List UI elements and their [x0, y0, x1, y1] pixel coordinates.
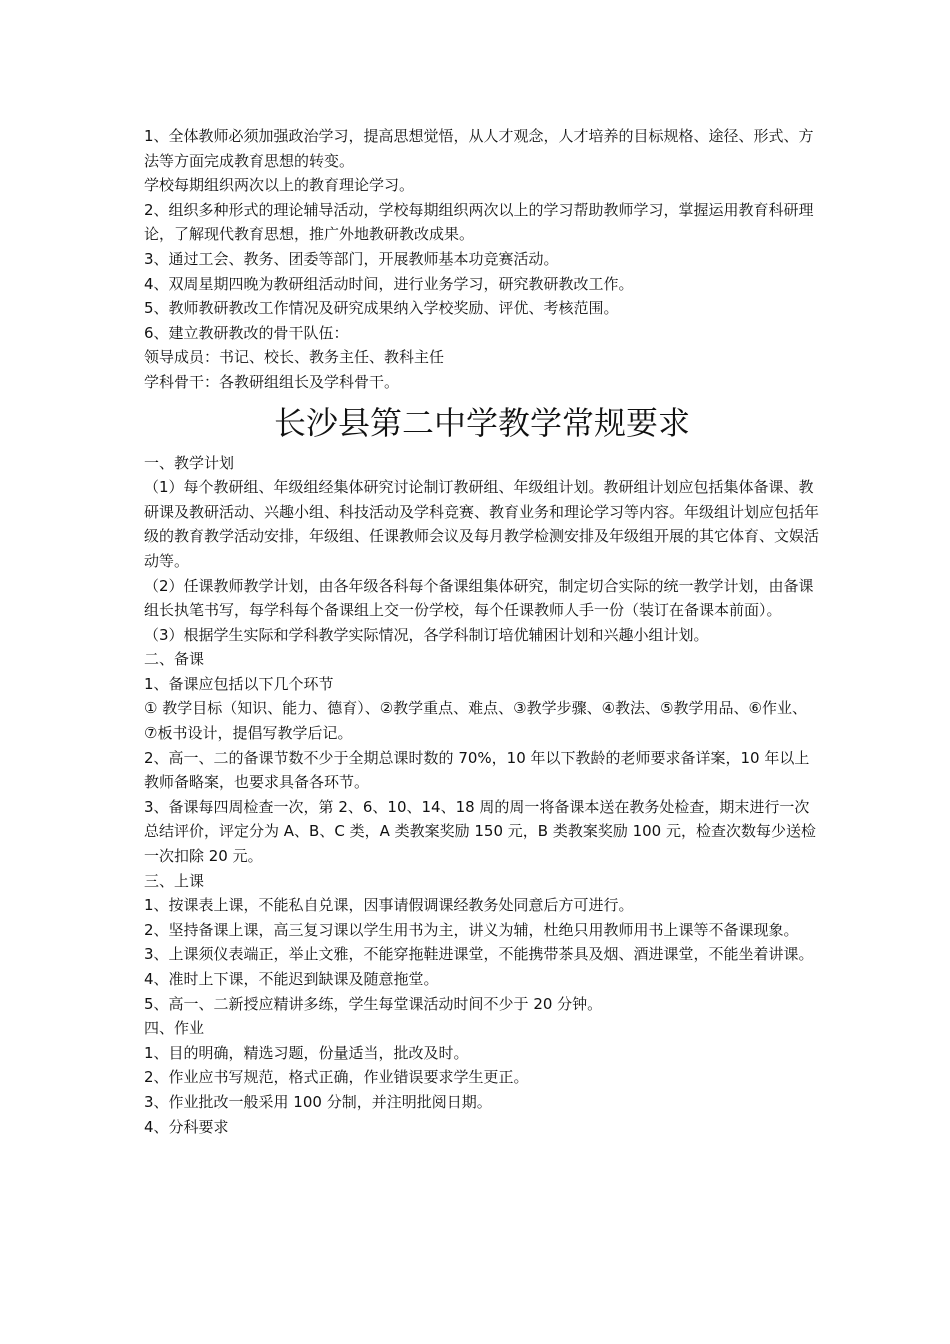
paragraph: 2、组织多种形式的理论辅导活动，学校每期组织两次以上的学习帮助教师学习，掌握运用教育科研理论，了解现代教育思想，推广外地教研教改成果。 — [144, 200, 814, 244]
section-heading: 二、备课 — [144, 650, 205, 669]
paragraph: 1、目的明确，精选习题，份量适当，批改及时。 — [144, 1043, 469, 1062]
paragraph: （2）任课教师教学计划，由各年级各科每个备课组集体研究，制定切合实际的统一教学计划，由备课组长执笔书写，每学科每个备课组上交一份学校，每个任课教师人手一份（装订在备课本前面）。 — [144, 576, 814, 620]
paragraph: 1、按课表上课，不能私自兑课，因事请假调课经教务处同意后方可进行。 — [144, 896, 634, 915]
paragraph: 学科骨干：各教研组组长及学科骨干。 — [144, 372, 400, 391]
paragraph: 5、教师教研教改工作情况及研究成果纳入学校奖励、评优、考核范围。 — [144, 299, 619, 318]
paragraph: 6、建立教研教改的骨干队伍： — [144, 323, 349, 342]
paragraph: 2、坚持备课上课，高三复习课以学生用书为主，讲义为辅，杜绝只用教师用书上课等不备课现象。 — [144, 920, 799, 939]
paragraph: 1、备课应包括以下几个环节 — [144, 674, 334, 693]
paragraph: 5、高一、二新授应精讲多练，学生每堂课活动时间不少于 20 分钟。 — [144, 994, 603, 1013]
paragraph: 4、分科要求 — [144, 1117, 229, 1136]
paragraph: 1、全体教师必须加强政治学习，提高思想觉悟，从人才观念，人才培养的目标规格、途径、形式、方法等方面完成教育思想的转变。 — [144, 127, 814, 170]
paragraph: 4、准时上下课，不能迟到缺课及随意拖堂。 — [144, 970, 439, 988]
document-title: 长沙县第二中学教学常规要求 — [273, 403, 690, 442]
paragraph: 4、双周星期四晚为教研组活动时间，进行业务学习，研究教研教改工作。 — [144, 274, 634, 293]
section-heading: 一、教学计划 — [144, 453, 235, 472]
paragraph: 3、作业批改一般采用 100 分制，并注明批阅日期。 — [144, 1092, 492, 1111]
paragraph: 学校每期组织两次以上的教育理论学习。 — [144, 176, 415, 195]
paragraph: 3、备课每四周检查一次，第 2、6、10、14、18 周的周一将备课本送在教务处检查，期末进行一次总结评价，评定分为 A、B、C 类，A 类教案奖励 150 元，B 类教案奖励 100 元，检查次数每少送检一次扣除 20 元。 — [144, 797, 816, 866]
paragraph: ① 教学目标（知识、能力、德育）、②教学重点、难点、③教学步骤、④教法、⑤教学用品、⑥作业、⑦板书设计，提倡写教学后记。 — [144, 699, 807, 743]
paragraph: （1）每个教研组、年级组经集体研究讨论制订教研组、年级组计划。教研组计划应包括集体备课、教研课及教研活动、兴趣小组、科技活动及学科竞赛、教育业务和理论学习等内容。年级组计划应包括年级的教育教学活动安排，年级组、任课教师会议及每月教学检测安排及年级组开展的其它体育、文娱活动等。 — [144, 478, 820, 570]
document-body — [144, 124, 820, 1139]
paragraph: 领导成员：书记、校长、教务主任、教科主任 — [144, 348, 445, 367]
paragraph: 3、通过工会、教务、团委等部门，开展教师基本功竞赛活动。 — [144, 249, 559, 268]
paragraph: 3、上课须仪表端正，举止文雅，不能穿拖鞋进课堂，不能携带茶具及烟、酒进课堂，不能坐着讲课。 — [144, 945, 814, 964]
section-heading: 三、上课 — [144, 871, 205, 890]
section-heading: 四、作业 — [144, 1019, 205, 1038]
paragraph: （3）根据学生实际和学科教学实际情况，各学科制订培优辅困计划和兴趣小组计划。 — [144, 625, 709, 644]
paragraph: 2、高一、二的备课节数不少于全期总课时数的 70%，10 年以下教龄的老师要求备详案，10 年以上教师备略案，也要求具备各环节。 — [144, 748, 810, 792]
paragraph: 2、作业应书写规范，格式正确，作业错误要求学生更正。 — [144, 1068, 529, 1087]
